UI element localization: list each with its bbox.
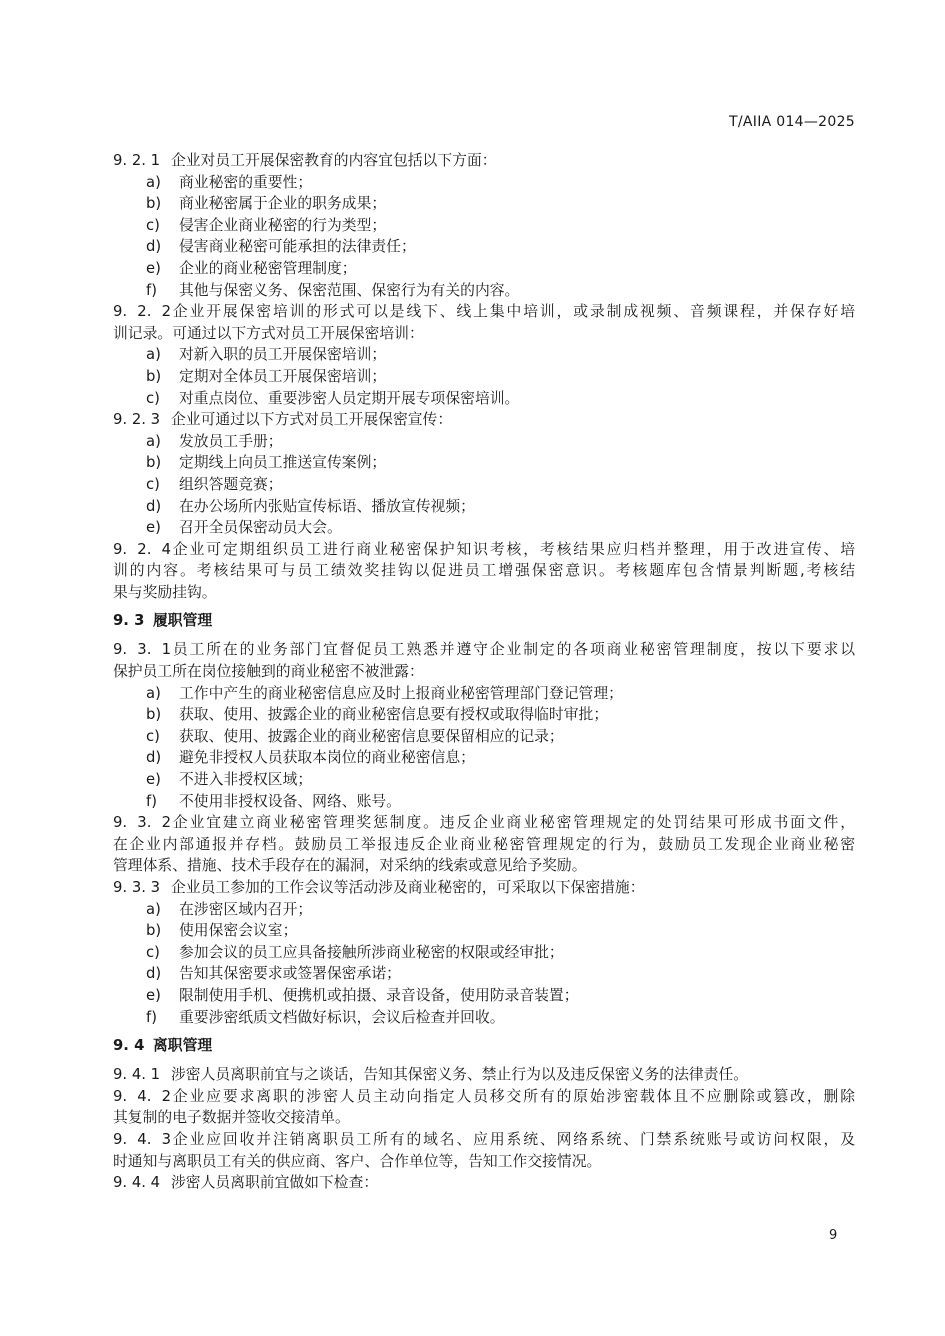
list-item [113, 388, 855, 410]
list-item-marker: c) [146, 389, 160, 407]
list-item [113, 280, 855, 302]
clause-line [113, 539, 855, 561]
list-item [113, 215, 855, 237]
list-item-marker: e) [146, 986, 161, 1004]
clause-continuation-line [113, 1151, 855, 1173]
clause-continuation-line [113, 1107, 855, 1129]
clause-number: 9. 4. 4 [113, 1174, 161, 1192]
list-item-marker: b) [146, 454, 162, 472]
list-item [113, 747, 855, 769]
list-item-text: 获取、使用、披露企业的商业秘密信息要保留相应的记录； [179, 727, 564, 745]
list-item [113, 366, 855, 388]
list-item [113, 683, 855, 705]
list-item-text: 参加会议的员工应具备接触所涉商业秘密的权限或经审批； [179, 943, 564, 961]
list-item-text: 组织答题竞赛； [179, 475, 283, 493]
clause-text: 企业开展保密培训的形式可以是线下、线上集中培训，或录制成视频、音频课程，并保存好培 [171, 303, 855, 321]
list-item [113, 517, 855, 539]
clause-number: 9. 3. 3 [113, 879, 161, 896]
list-item [113, 452, 855, 474]
clause-text: 企业员工参加的工作会议等活动涉及商业秘密的，可采取以下保密措施： [171, 879, 645, 896]
clause-number: 9. 2. 3 [113, 411, 161, 429]
clause-text: 企业对员工开展保密教育的内容宜包括以下方面： [171, 152, 497, 169]
list-item [113, 431, 855, 453]
list-item-marker: d) [146, 497, 162, 515]
list-item [113, 899, 855, 921]
clause-continuation-line [113, 855, 855, 877]
clause-text: 其复制的电子数据并签收交接清单。 [113, 1109, 350, 1127]
page-number: 9 [829, 1228, 838, 1243]
clause-line [113, 301, 855, 323]
list-item-marker: b) [146, 195, 162, 213]
clause-continuation-line [113, 323, 855, 345]
clause-text: 企业可定期组织员工进行商业秘密保护知识考核，考核结果应归档并整理，用于改进宣传、培 [171, 540, 855, 558]
list-item-text: 不进入非授权区域； [179, 771, 313, 789]
list-item-text: 定期对全体员工开展保密培训； [179, 367, 387, 385]
list-item-text: 限制使用手机、便携机或拍摄、录音设备，使用防录音装置； [179, 986, 579, 1004]
list-item-marker: a) [146, 173, 161, 191]
list-item [113, 1007, 855, 1029]
clause-number: 9. 3. 2 [113, 814, 171, 832]
list-item-marker: b) [146, 922, 162, 940]
list-item [113, 704, 855, 726]
list-item [113, 193, 855, 215]
list-item-text: 避免非授权人员获取本岗位的商业秘密信息； [179, 749, 475, 767]
clause-number: 9. 4. 1 [113, 1066, 161, 1084]
list-item [113, 172, 855, 194]
list-item-text: 对重点岗位、重要涉密人员定期开展专项保密培训。 [179, 389, 520, 407]
clause-text: 训记录。可通过以下方式对员工开展保密培训： [113, 324, 424, 342]
clause-text: 管理体系、措施、技术手段存在的漏洞，对采纳的线索或意见给予奖励。 [113, 857, 587, 875]
section-number: 9. 3 [113, 612, 145, 630]
list-item-marker: d) [146, 749, 162, 767]
list-item [113, 236, 855, 258]
list-item-text: 定期线上向员工推送宣传案例； [179, 454, 387, 472]
section-heading [113, 1034, 855, 1058]
list-item [113, 985, 855, 1007]
list-item-text: 侵害企业商业秘密的行为类型； [179, 216, 387, 234]
list-item-text: 告知其保密要求或签署保密承诺； [179, 965, 401, 983]
list-item-text: 侵害商业秘密可能承担的法律责任； [179, 238, 416, 256]
list-item-text: 对新入职的员工开展保密培训； [179, 346, 387, 364]
list-item [113, 496, 855, 518]
list-item-marker: a) [146, 346, 161, 364]
list-item [113, 344, 855, 366]
clause-line [113, 150, 855, 172]
clause-continuation-line [113, 834, 855, 856]
clause-text: 时通知与离职员工有关的供应商、客户、合作单位等，告知工作交接情况。 [113, 1152, 602, 1170]
clause-continuation-line [113, 582, 855, 604]
clause-line [113, 877, 855, 899]
clause-text: 在企业内部通报并存档。鼓励员工举报违反企业商业秘密管理规定的行为，鼓励员工发现企业商业秘密 [113, 835, 855, 853]
list-item-text: 商业秘密属于企业的职务成果； [179, 195, 387, 213]
list-item [113, 726, 855, 748]
list-item-marker: e) [146, 519, 161, 537]
clause-number: 9. 3. 1 [113, 641, 171, 659]
clause-line [113, 1064, 855, 1086]
list-item-text: 其他与保密义务、保密范围、保密行为有关的内容。 [179, 281, 520, 299]
list-item-marker: b) [146, 706, 162, 724]
list-item-marker: c) [146, 216, 160, 234]
list-item [113, 474, 855, 496]
list-item-text: 发放员工手册； [179, 432, 283, 450]
list-item-marker: f) [146, 792, 157, 810]
list-item-text: 使用保密会议室； [179, 922, 298, 940]
document-body [113, 150, 855, 1194]
clause-number: 9. 2. 1 [113, 152, 161, 169]
list-item [113, 258, 855, 280]
list-item-marker: e) [146, 771, 161, 789]
list-item-text: 召开全员保密动员大会。 [179, 519, 342, 537]
clause-text: 涉密人员离职前宜与之谈话，告知其保密义务、禁止行为以及违反保密义务的法律责任。 [171, 1066, 749, 1084]
clause-line [113, 409, 855, 431]
clause-text: 企业应要求离职的涉密人员主动向指定人员移交所有的原始涉密载体且不应删除或篡改，删除 [171, 1087, 855, 1105]
list-item-marker: f) [146, 281, 157, 299]
section-title: 履职管理 [153, 612, 213, 630]
list-item-marker: d) [146, 238, 162, 256]
clause-text: 训的内容。考核结果可与员工绩效奖挂钩以促进员工增强保密意识。考核题库包含情景判断题,考核结 [113, 562, 855, 580]
list-item-text: 重要涉密纸质文档做好标识，会议后检查并回收。 [179, 1008, 505, 1026]
list-item-text: 在办公场所内张贴宣传标语、播放宣传视频； [179, 497, 475, 515]
clause-line [113, 1129, 855, 1151]
clause-text: 企业应回收并注销离职员工所有的域名、应用系统、网络系统、门禁系统账号或访问权限，及 [171, 1130, 855, 1148]
clause-line [113, 812, 855, 834]
list-item-marker: c) [146, 475, 160, 493]
clause-text: 企业宜建立商业秘密管理奖惩制度。违反企业商业秘密管理规定的处罚结果可形成书面文件， [171, 814, 855, 832]
list-item-text: 工作中产生的商业秘密信息应及时上报商业秘密管理部门登记管理； [179, 684, 623, 702]
list-item-marker: d) [146, 965, 162, 983]
list-item [113, 942, 855, 964]
list-item-text: 获取、使用、披露企业的商业秘密信息要有授权或取得临时审批； [179, 706, 609, 724]
list-item-text: 企业的商业秘密管理制度； [179, 259, 357, 277]
section-title: 离职管理 [153, 1037, 213, 1055]
list-item-text: 在涉密区域内召开； [179, 900, 313, 918]
list-item-marker: e) [146, 259, 161, 277]
list-item-marker: c) [146, 727, 160, 745]
list-item-marker: a) [146, 684, 161, 702]
clause-text: 企业可通过以下方式对员工开展保密宣传： [171, 411, 453, 429]
list-item [113, 769, 855, 791]
clause-number: 9. 2. 4 [113, 540, 171, 558]
clause-number: 9. 4. 3 [113, 1130, 171, 1148]
section-number: 9. 4 [113, 1037, 145, 1055]
clause-text: 果与奖励挂钩。 [113, 583, 217, 601]
clause-text: 涉密人员离职前宜做如下检查： [171, 1174, 379, 1192]
list-item-text: 不使用非授权设备、网络、账号。 [179, 792, 401, 810]
clause-line [113, 1086, 855, 1108]
list-item-marker: a) [146, 432, 161, 450]
section-heading [113, 609, 855, 633]
clause-line [113, 639, 855, 661]
clause-number: 9. 2. 2 [113, 303, 171, 321]
clause-text: 员工所在的业务部门宜督促员工熟悉并遵守企业制定的各项商业秘密管理制度，按以下要求以 [171, 641, 855, 659]
document-id: T/AIIA 014—2025 [729, 114, 855, 130]
list-item [113, 791, 855, 813]
clause-continuation-line [113, 661, 855, 683]
list-item [113, 963, 855, 985]
list-item-marker: c) [146, 943, 160, 961]
clause-text: 保护员工所在岗位接触到的商业秘密不被泄露： [113, 663, 424, 681]
list-item [113, 920, 855, 942]
list-item-text: 商业秘密的重要性； [179, 173, 313, 191]
clause-line [113, 1172, 855, 1194]
list-item-marker: a) [146, 900, 161, 918]
list-item-marker: f) [146, 1008, 157, 1026]
clause-number: 9. 4. 2 [113, 1087, 171, 1105]
list-item-marker: b) [146, 367, 162, 385]
clause-continuation-line [113, 560, 855, 582]
